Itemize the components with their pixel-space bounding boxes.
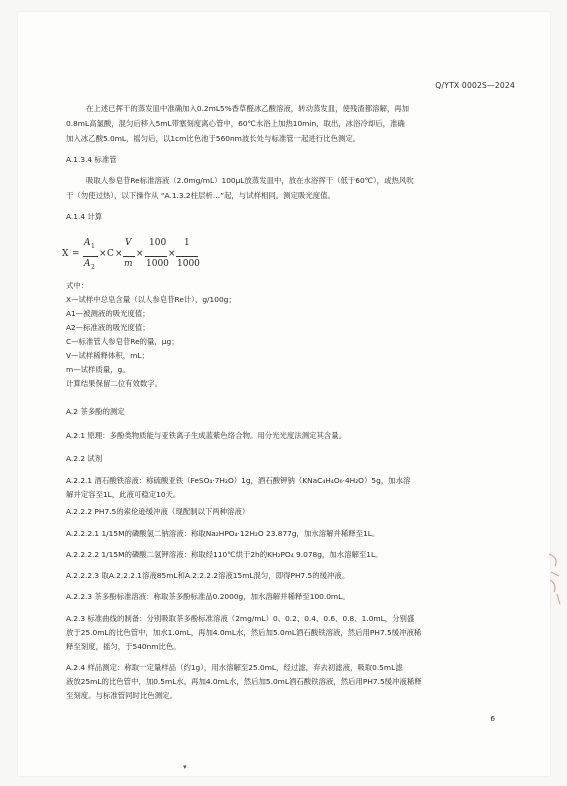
page-number: 6 xyxy=(490,714,495,723)
legend-line: A2—标准液的吸光度值； xyxy=(66,323,150,332)
paragraph-line: 0.8mL高氯酸，混匀后移入5mL带塞刻度离心管中，60℃水浴上加热10min，取出，冰浴冷却后，准确 xyxy=(66,119,405,128)
formula-symbol: 1 xyxy=(91,243,95,250)
formula-symbol: m xyxy=(124,259,133,269)
formula-symbol: 100 xyxy=(149,238,167,248)
paragraph-line: 放于25.0mL的比色管中，加水1.0mL，再加4.0mL水，然后加5.0mL酒石酸铁溶液，然后用PH7.5缓冲液稀 xyxy=(66,628,422,637)
legend-line: V—试样稀释体积，mL； xyxy=(66,351,149,360)
formula-symbol: 1 xyxy=(184,238,190,248)
legend-line: m—试样质量，g。 xyxy=(66,365,130,374)
paragraph-line: A.2.3 标准曲线的制备：分别吸取茶多酚标准溶液（2mg/mL）0、0.2、0.4、0.6、0.8、1.0mL，分别盛 xyxy=(66,614,415,623)
paragraph-line: A.2.2.3 茶多酚标准溶液：称取茶多酚标准品0.2000g，加水溶解并稀释至100.0mL。 xyxy=(66,592,350,601)
formula-symbol: × xyxy=(168,249,176,259)
formula-symbol: V xyxy=(125,238,132,248)
paragraph-line: 解并定容至1L，此液可稳定10天。 xyxy=(66,490,181,499)
legend-line: C—标准管人参皂苷Re的量，μg； xyxy=(66,337,179,346)
formula-symbol: × xyxy=(136,249,144,259)
legend-line: X—试样中总皂含量（以人参皂苷Re计），g/100g； xyxy=(66,295,236,304)
paragraph-line: 至刻度。与标准管同时比色测定。 xyxy=(66,691,177,700)
legend-line: 计算结果保留二位有效数字。 xyxy=(66,379,163,388)
section-heading: A.1.4 计算 xyxy=(66,212,103,221)
seal-stamp-mark xyxy=(545,548,565,608)
formula-symbol: 2 xyxy=(91,264,95,271)
formula-symbol: × xyxy=(115,249,123,259)
paragraph-line: A.2.2.2.1 1/15M的磷酸氢二钠溶液：称取Na₂HPO₄·12H₂O 23.877g，加水溶解并稀释至1L。 xyxy=(66,529,380,538)
paragraph-line: 吸取人参皂苷Re标准溶液（2.0mg/mL）100μL放蒸发皿中，放在水浴挥干（低于60℃），或热风吹 xyxy=(86,176,414,185)
section-heading: A.1.3.4 标准管 xyxy=(66,155,117,164)
formula-symbol: = xyxy=(72,249,80,259)
legend-line: A1—被测液的吸光度值； xyxy=(66,309,150,318)
paragraph-line: A.2.1 原理：多酚类物质能与亚铁离子生成蓝紫色络合物。用分光光度法测定其含量。 xyxy=(66,431,347,440)
formula-symbol: A xyxy=(84,259,91,269)
paragraph-line: A.2.4 样品测定：称取一定量样品（约1g），用水溶解至25.0mL，经过滤，弃去初滤液，吸取0.5mL滤 xyxy=(66,663,403,672)
paragraph-line: 在上述已挥干的蒸发皿中准确加入0.2mL5%香草醛冰乙酸溶液，转动蒸发皿，使残渣都溶解，再加 xyxy=(86,104,410,113)
document-code-header: Q/YTX 0002S—2024 xyxy=(435,81,515,90)
paragraph-line: 加入冰乙酸5.0mL，摇匀后，以1cm比色池于560nm波长处与标准管一起进行比色测定。 xyxy=(66,134,361,143)
formula-symbol: X xyxy=(62,249,69,259)
formula-symbol: 1000 xyxy=(146,259,169,269)
formula-symbol: A xyxy=(84,238,91,248)
calculation-formula xyxy=(62,236,232,276)
formula-symbol: C xyxy=(107,249,114,259)
paragraph-line: 释至刻度，摇匀，于540nm比色。 xyxy=(66,642,181,651)
formula-symbol: 1000 xyxy=(177,259,200,269)
paragraph-line: 液放25mL的比色管中，加0.5mL水，再加4.0mL水，然后加5.0mL酒石酸铁溶液，然后用PH7.5缓冲液稀释 xyxy=(66,677,422,686)
paragraph-line: A.2.2.2 PH7.5的索伦逊缓冲液（现配制以下两种溶液） xyxy=(66,507,250,516)
formula-symbol: × xyxy=(99,249,107,259)
scan-mark: ▾ xyxy=(183,763,187,771)
paragraph-line: A.2.2.2.2 1/15M的磷酸二氢钾溶液：称取经110℃烘干2h的KH₂PO₄ 9.078g，加水溶解至1L。 xyxy=(66,550,383,559)
section-heading: A.2 茶多酚的测定 xyxy=(66,407,125,416)
legend-line: 式中： xyxy=(66,281,89,290)
paragraph-line: A.2.2.2.3 取A.2.2.2.1溶液85mL和A.2.2.2.2溶液15mL混匀，即得PH7.5的缓冲液。 xyxy=(66,571,350,580)
paragraph-line: 干（勿使过热），以下操作从 “A.1.3.2柱层析…”起，与试样相同。测定吸光度值。 xyxy=(66,191,335,200)
section-heading: A.2.2 试剂 xyxy=(66,454,103,463)
paragraph-line: A.2.2.1 酒石酸铁溶液：称硫酸亚铁（FeSO₄·7H₂O）1g，酒石酸钾钠（KNaC₄H₄O₆·4H₂O）5g，加水溶 xyxy=(66,476,411,485)
